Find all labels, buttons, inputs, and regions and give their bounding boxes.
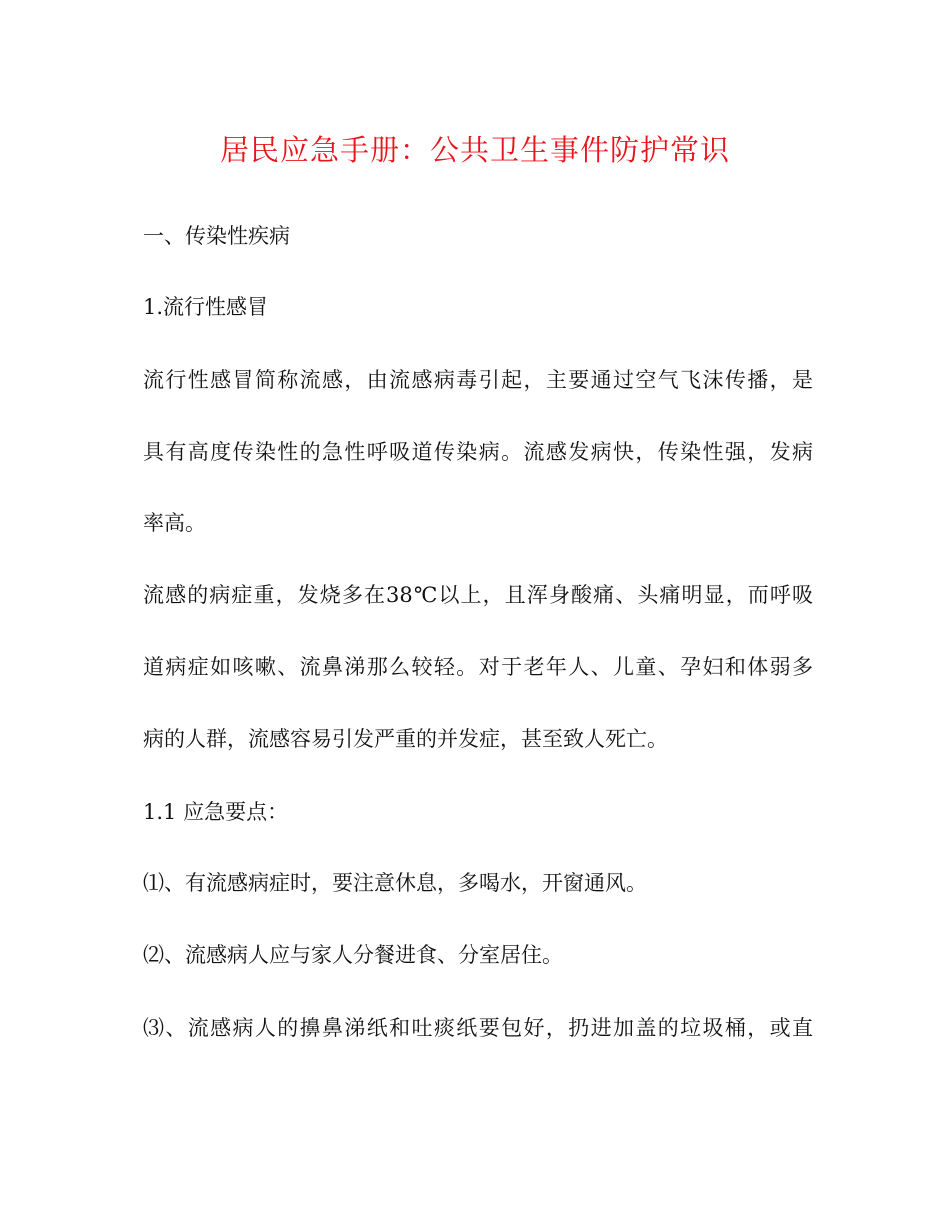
list-item: ⑴、有流感病症时，要注意休息，多喝水，开窗通风。 <box>143 871 647 895</box>
paragraph-line: 具有高度传染性的急性呼吸道传染病。流感发病快，传染性强，发病 <box>143 440 813 464</box>
subsection-heading-influenza: 1.流行性感冒 <box>143 295 269 319</box>
list-item: ⑵、流感病人应与家人分餐进食、分室居住。 <box>143 943 563 967</box>
subsection-heading-emergency-points: 1.1 应急要点： <box>143 800 289 824</box>
paragraph-line: 病的人群，流感容易引发严重的并发症，甚至致人死亡。 <box>143 727 668 751</box>
section-heading-infectious-diseases: 一、传染性疾病 <box>143 224 290 248</box>
document-title: 居民应急手册：公共卫生事件防护常识 <box>219 133 730 167</box>
list-item: ⑶、流感病人的擤鼻涕纸和吐痰纸要包好，扔进加盖的垃圾桶，或直 <box>143 1016 813 1040</box>
paragraph-line: 道病症如咳嗽、流鼻涕那么较轻。对于老年人、儿童、孕妇和体弱多 <box>143 655 813 679</box>
paragraph-line: 流行性感冒简称流感，由流感病毒引起，主要通过空气飞沫传播，是 <box>143 368 813 392</box>
paragraph-line: 率高。 <box>143 511 206 535</box>
paragraph-line: 流感的病症重，发烧多在38℃以上，且浑身酸痛、头痛明显，而呼吸 <box>143 583 813 607</box>
